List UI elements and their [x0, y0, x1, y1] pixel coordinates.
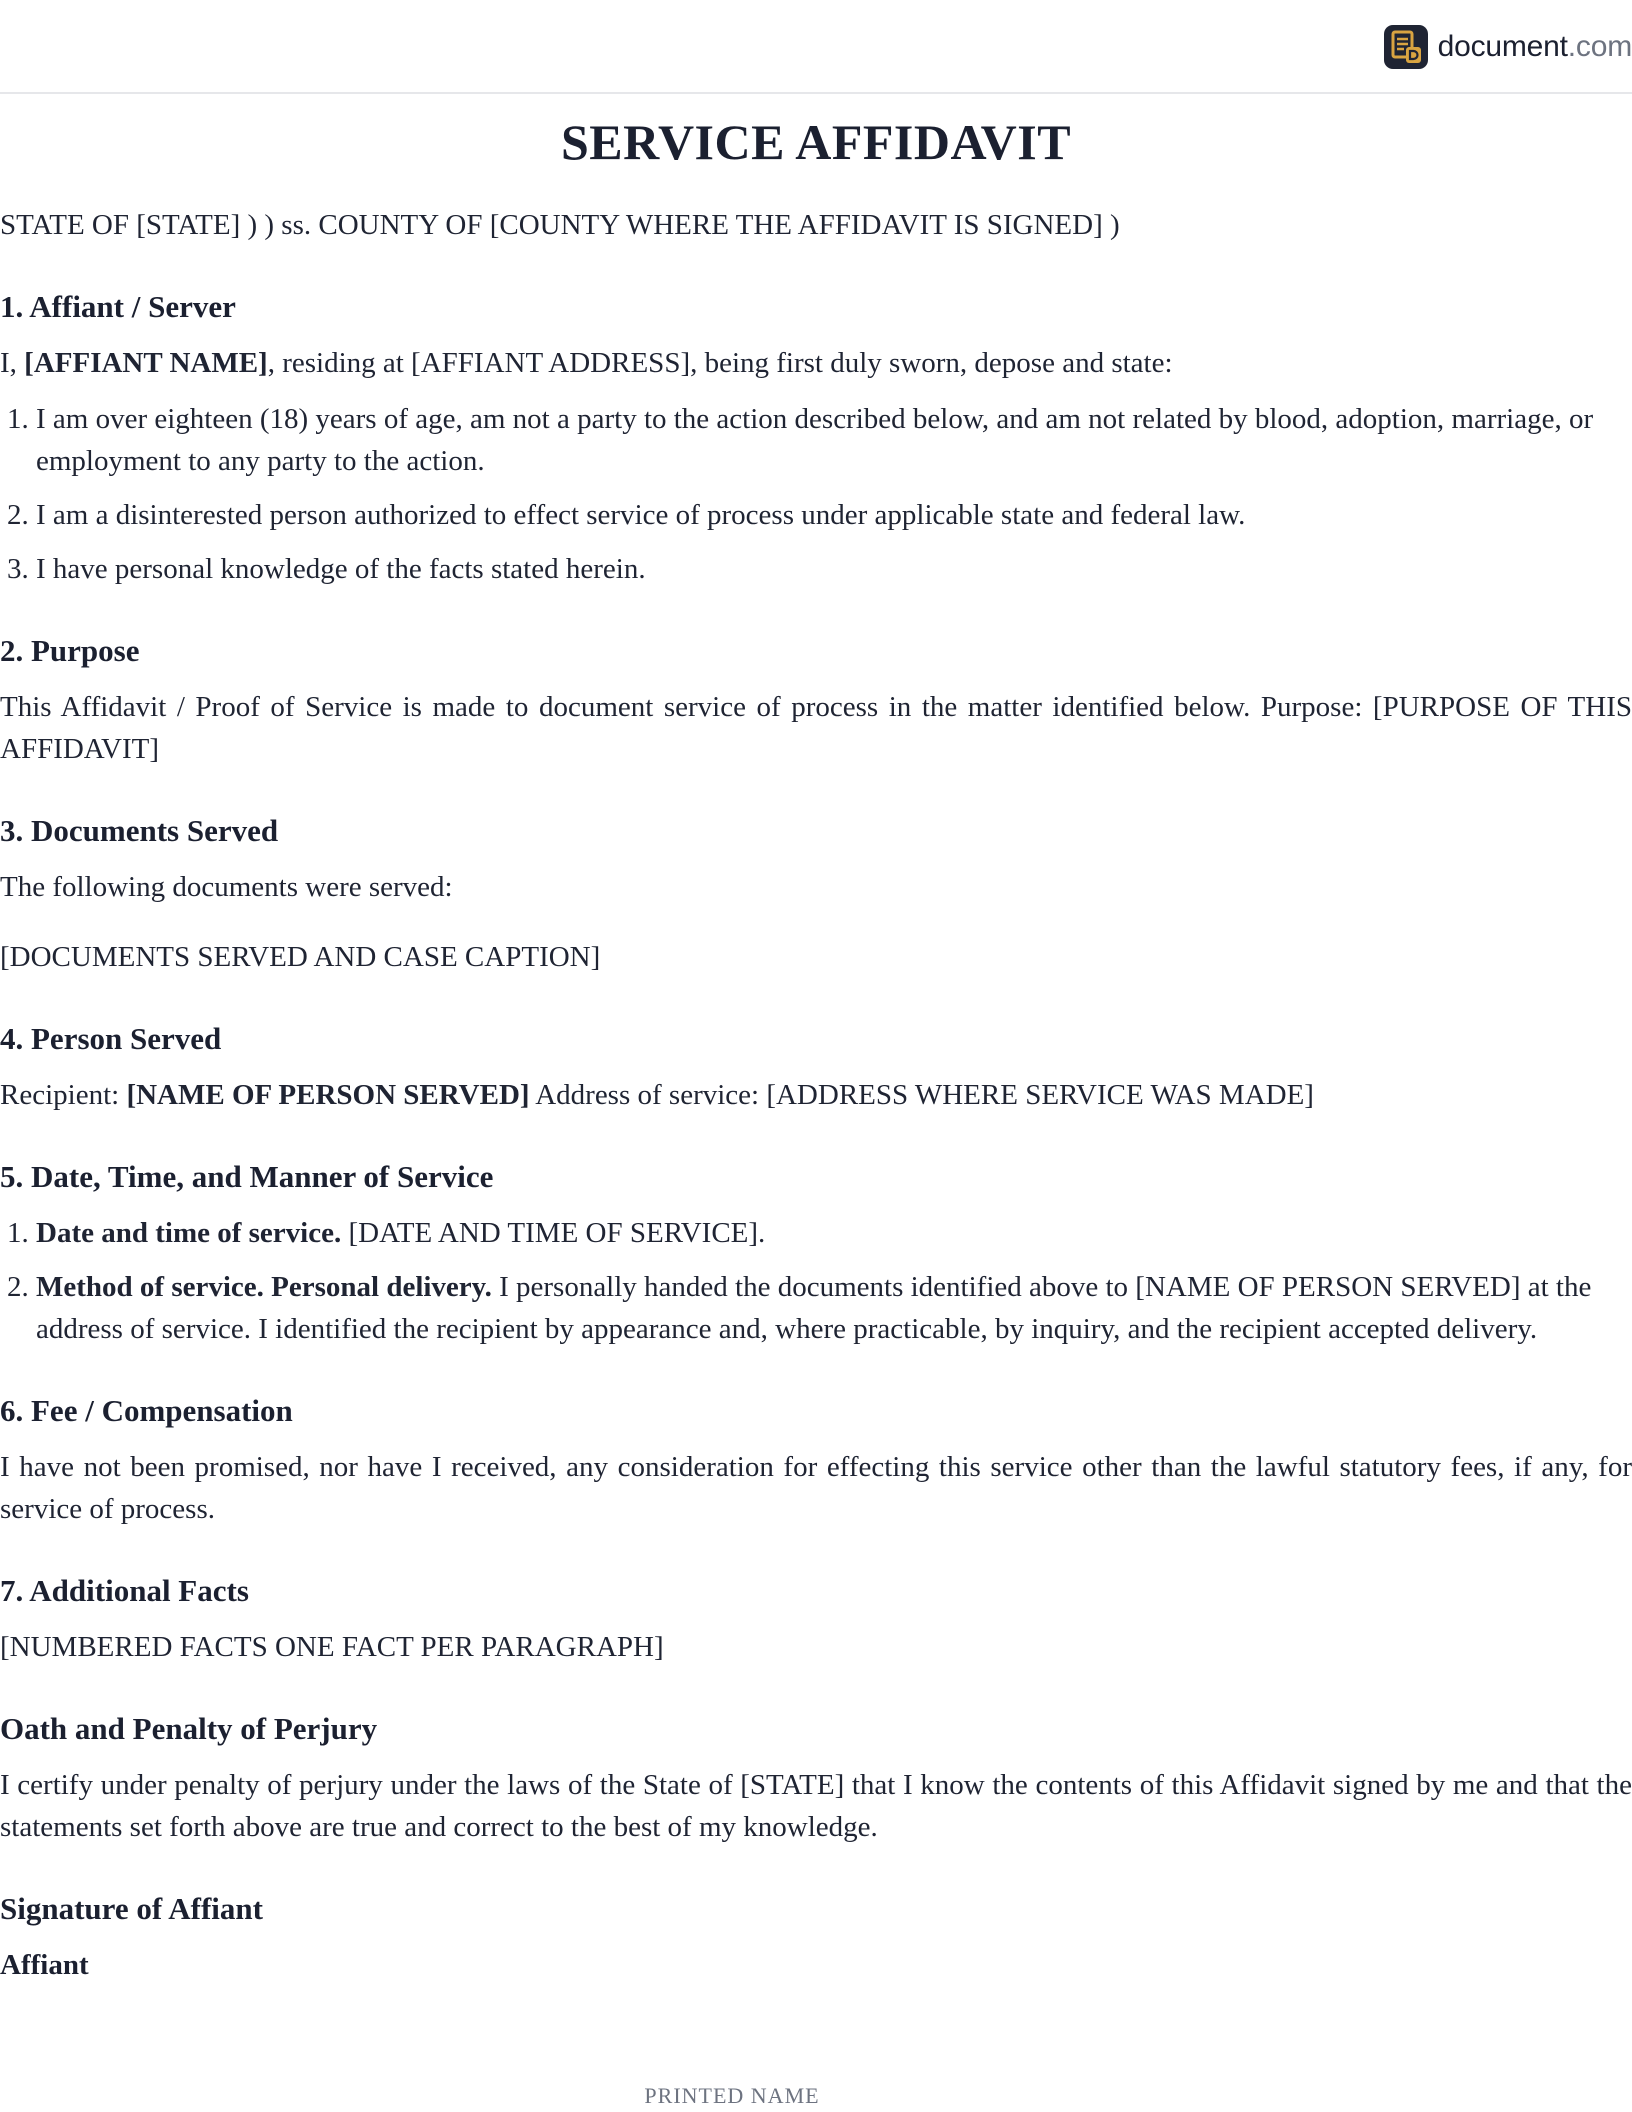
affidavit-document [0, 112, 1632, 1986]
venue-line: STATE OF [STATE] ) ) ss. COUNTY OF [COUNTY WHERE THE AFFIDAVIT IS SIGNED] ) [0, 209, 1120, 241]
additional-facts-placeholder: [NUMBERED FACTS ONE FACT PER PARAGRAPH] [0, 1631, 664, 1663]
section-heading-person-served: 4. Person Served [0, 1021, 222, 1056]
section-heading-documents: 3. Documents Served [0, 813, 279, 848]
fee-text: I have not been promised, nor have I received, any consideration for effecting this service other than the lawful statutory fees, if any, for service of process. [0, 1451, 1632, 1525]
documents-placeholder: [DOCUMENTS SERVED AND CASE CAPTION] [0, 941, 601, 973]
person-served-text: Recipient: [NAME OF PERSON SERVED] Address of service: [ADDRESS WHERE SERVICE WAS MADE] [0, 1079, 1314, 1111]
list-item: 2. I am a disinterested person authorized to effect service of process under applicable state and federal law. [36, 494, 1632, 536]
affiant-intro: I, [AFFIANT NAME], residing at [AFFIANT ADDRESS], being first duly sworn, depose and state: [0, 347, 1173, 379]
brand-logo[interactable] [1384, 24, 1632, 70]
affiant-label: Affiant [0, 1949, 89, 1981]
recipient-name-placeholder: [NAME OF PERSON SERVED] [126, 1079, 530, 1111]
page-title: SERVICE AFFIDAVIT [560, 114, 1072, 170]
list-item: 1. Date and time of service. [DATE AND TIME OF SERVICE]. [36, 1212, 1632, 1254]
section-heading-affiant: 1. Affiant / Server [0, 289, 236, 324]
section-heading-purpose: 2. Purpose [0, 633, 140, 668]
affiant-statements-list [0, 398, 1632, 590]
section-heading-additional-facts: 7. Additional Facts [0, 1573, 249, 1608]
document-logo-icon [1384, 25, 1428, 69]
section-heading-signature: Signature of Affiant [0, 1891, 263, 1926]
list-item: 1. I am over eighteen (18) years of age, am not a party to the action described below, and am not related by blood, adoption, marriage, or employment to any party to the action. [36, 398, 1632, 482]
top-bar [0, 0, 1632, 94]
section-heading-fee: 6. Fee / Compensation [0, 1393, 293, 1428]
list-item: 2. Method of service. Personal delivery. I personally handed the documents identified above to [NAME OF PERSON SERVED] at the address of service. I identified the recipient by appearance and, where practicable, by inquiry, and the recipient accepted delivery. [36, 1266, 1632, 1350]
affiant-name-placeholder: [AFFIANT NAME] [24, 347, 268, 379]
section-heading-service: 5. Date, Time, and Manner of Service [0, 1159, 494, 1194]
service-details-list [0, 1212, 1632, 1350]
section-heading-oath: Oath and Penalty of Perjury [0, 1711, 378, 1746]
purpose-text: This Affidavit / Proof of Service is made to document service of process in the matter identified below. Purpose: [PURPOSE OF THIS AFFIDAVIT] [0, 691, 1632, 765]
brand-name: document.com [1437, 30, 1632, 63]
documents-intro: The following documents were served: [0, 871, 453, 903]
printed-name-caption: PRINTED NAME [644, 2083, 820, 2108]
oath-text: I certify under penalty of perjury under the laws of the State of [STATE] that I know the contents of this Affidavit signed by me and that the statements set forth above are true and correct to the best of my knowledge. [0, 1769, 1632, 1843]
list-item: 3. I have personal knowledge of the facts stated herein. [36, 548, 1632, 590]
